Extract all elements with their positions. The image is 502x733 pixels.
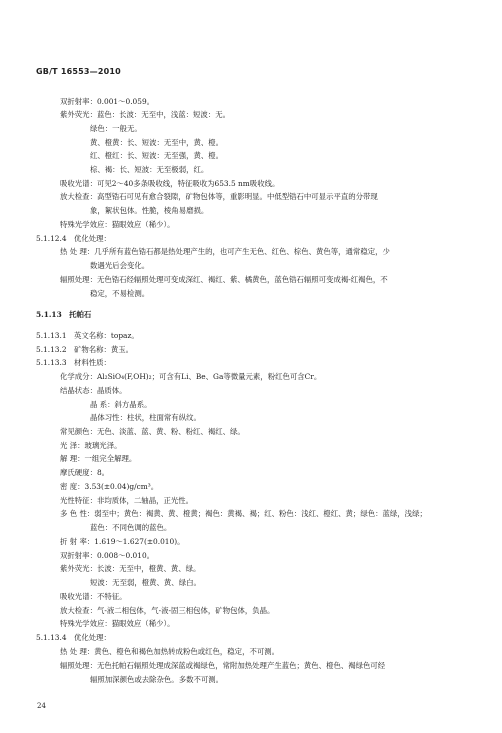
- text-line: 折 射 率：1.619～1.627(±0.010)。: [60, 537, 185, 546]
- text-line: 辐照加深颜色或去除杂色。多数不可测。: [90, 675, 224, 684]
- text-line: 绿色：一般无。: [90, 124, 142, 133]
- text-line: 紫外荧光：长波：无至中，橙黄、黄、绿。: [60, 564, 201, 573]
- text-line: 晶体习性：柱状，柱面常有纵纹。: [90, 413, 201, 422]
- text-line: 化学成分：Al₂SiO₄(F,OH)₂；可含有Li、Be、Ga等微量元素，粉红色可含Cr。: [60, 372, 322, 381]
- text-line: 紫外荧光：蓝色：长波：无至中，浅蓝：短波：无。: [60, 110, 230, 119]
- text-line: 密 度：3.53(±0.04)g/cm³。: [60, 482, 159, 491]
- text-line: 5.1.13 托帕石: [36, 310, 92, 319]
- text-line: 吸收光谱：不特征。: [60, 592, 127, 601]
- text-line: 稳定，不易检测。: [90, 289, 150, 298]
- text-line: 象，絮状包体。性脆，棱角易磨损。: [90, 206, 209, 215]
- text-line: 光性特征：非均质体，二轴晶，正光性。: [60, 496, 194, 505]
- text-line: 5.1.13.1 英文名称：topaz。: [36, 331, 139, 340]
- text-line: 多 色 性：弱至中；黄色：褐黄、黄、橙黄；褐色：黄褐、褐；红、粉色：浅红、橙红、黄；绿色：蓝绿，浅绿；: [60, 509, 427, 518]
- text-line: 黄、橙黄：长、短波：无至中，黄、橙。: [90, 138, 224, 147]
- text-line: 吸收光谱：可见2～40多条吸收线，特征吸收为653.5 nm吸收线。: [60, 179, 280, 188]
- text-line: 双折射率：0.001～0.059。: [60, 97, 155, 106]
- text-line: 特殊光学效应：猫眼效应（稀少）。: [60, 220, 175, 229]
- text-line: 5.1.13.4 优化处理：: [36, 633, 111, 642]
- text-line: 摩氏硬度：8。: [60, 468, 110, 477]
- text-line: 热 处 理：几乎所有蓝色锆石都是热处理产生的，也可产生无色、红色、棕色、黄色等，通常稳定，少: [60, 247, 390, 256]
- text-line: 棕、褐：长、短波：无至极弱，红。: [90, 165, 209, 174]
- text-line: 结晶状态：晶质体。: [60, 386, 127, 395]
- text-line: 5.1.13.2 矿物名称：黄玉。: [36, 345, 134, 354]
- text-line: 解 理：一组完全解理。: [60, 454, 137, 463]
- text-line: 红、橙红：长、短波：无至强，黄、橙。: [90, 151, 224, 160]
- text-line: 辐照处理：无色锆石经辐照处理可变成深红、褐红、紫、橘黄色，蓝色锆石辐照可变成褐-红褐色，不: [60, 275, 388, 284]
- text-line: 蓝色：不同色调的蓝色。: [90, 523, 172, 532]
- text-line: 双折射率：0.008～0.010。: [60, 551, 155, 560]
- text-line: 数遇光后会变化。: [90, 261, 150, 270]
- text-line: 放大检查：气-液二相包体，气-液-固三相包体，矿物包体，负晶。: [60, 606, 275, 615]
- standard-header: GB/T 16553—2010: [36, 67, 121, 76]
- text-line: 短波：无至弱，橙黄、黄、绿白。: [90, 578, 201, 587]
- text-line: 热 处 理：黄色、橙色和褐色加热转成粉色或红色，稳定，不可测。: [60, 647, 280, 656]
- text-line: 光 泽：玻璃光泽。: [60, 441, 122, 450]
- text-line: 晶 系：斜方晶系。: [90, 400, 152, 409]
- text-line: 5.1.13.3 材料性质：: [36, 358, 111, 367]
- text-line: 放大检查：高型锆石可见有愈合裂隙，矿物包体等，重影明显。中低型锆石中可显示平直的分带现: [60, 192, 378, 201]
- text-line: 常见颜色：无色、淡蓝、蓝、黄、粉、粉红、褐红、绿。: [60, 427, 245, 436]
- page-number: 24: [37, 702, 46, 710]
- text-line: 5.1.12.4 优化处理：: [36, 234, 111, 243]
- text-line: 特殊光学效应：猫眼效应（稀少）。: [60, 619, 175, 628]
- text-line: 辐照处理：无色托帕石辐照处理成深蓝或褐绿色，常附加热处理产生蓝色；黄色、橙色、褐绿色可经: [60, 661, 386, 670]
